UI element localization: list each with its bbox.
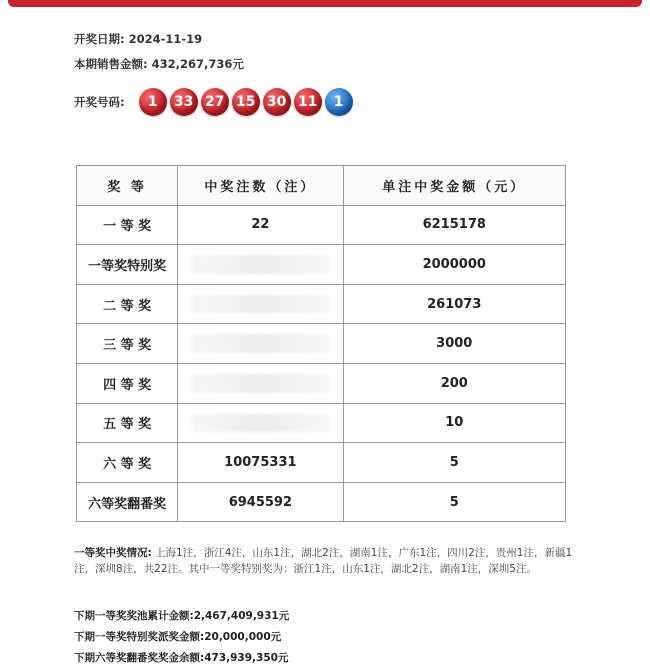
- winner-count-obscured: [178, 363, 343, 403]
- prize-level: 三 等 奖: [77, 324, 178, 364]
- prize-level: 五 等 奖: [77, 403, 178, 443]
- table-row: [77, 245, 566, 285]
- table-row: [77, 363, 566, 403]
- header-count: 中奖注数（注）: [178, 166, 343, 206]
- draw-date-label: 开奖日期:: [74, 32, 125, 46]
- prize-amount: 2000000: [343, 245, 565, 285]
- table-row: [77, 205, 566, 245]
- special-line: [74, 629, 281, 644]
- prize-amount: 5: [343, 482, 565, 522]
- red-ball: 1: [139, 88, 167, 116]
- double-label: 下期六等奖翻番奖奖金余额:: [74, 652, 205, 664]
- table-row: [77, 403, 566, 443]
- winner-count-obscured: [178, 324, 343, 364]
- prize-level: 一等奖特别奖: [77, 245, 178, 285]
- table-row: [77, 324, 566, 364]
- prize-amount: 10: [343, 403, 565, 443]
- draw-date: 2024-11-19: [128, 32, 203, 46]
- winner-count: 10075331: [178, 443, 343, 483]
- sales-line: [74, 56, 244, 72]
- header-amount: 单注中奖金额（元）: [343, 166, 565, 206]
- winners-text: 上海1注，浙江4注，山东1注，湖北2注，湖南1注，广东1注，四川2注，贵州1注，新疆1注，深圳8注，共22注。其中一等奖特别奖为：浙江1注，山东1注，湖北2注，湖南1注，深圳5注。: [74, 547, 573, 575]
- red-ball: 33: [170, 88, 198, 116]
- winner-count-obscured: [178, 245, 343, 285]
- pool-label: 下期一等奖奖池累计金额:: [74, 610, 194, 622]
- winner-count-obscured: [178, 284, 343, 324]
- prize-amount: 5: [343, 443, 565, 483]
- prize-amount: 6215178: [343, 205, 565, 245]
- winners-label: 一等奖中奖情况:: [74, 547, 152, 559]
- prize-level: 四 等 奖: [77, 363, 178, 403]
- pool-line: [74, 608, 289, 623]
- numbers-label: 开奖号码:: [74, 95, 125, 109]
- prize-level: 一 等 奖: [77, 205, 178, 245]
- red-ball: 27: [201, 88, 229, 116]
- sales-label: 本期销售金额:: [74, 57, 148, 71]
- blue-ball: 1: [325, 88, 353, 116]
- double-line: [74, 650, 288, 665]
- winner-count: 22: [178, 205, 343, 245]
- prize-level: 二 等 奖: [77, 284, 178, 324]
- prize-amount: 200: [343, 363, 565, 403]
- special-label: 下期一等奖特别奖派奖金额:: [74, 631, 205, 643]
- table-header-row: [77, 166, 566, 206]
- prize-level: 六等奖翻番奖: [77, 482, 178, 522]
- double-amount: 473,939,350元: [204, 652, 289, 664]
- prize-level: 六 等 奖: [77, 443, 178, 483]
- table-row: [77, 284, 566, 324]
- prize-table: [76, 165, 566, 522]
- sales-amount: 432,267,736元: [151, 57, 244, 71]
- winner-count: 6945592: [178, 482, 343, 522]
- header-level: 奖 等: [77, 166, 178, 206]
- first-prize-winners: [74, 545, 584, 577]
- special-amount: 20,000,000元: [204, 631, 282, 643]
- winner-count-obscured: [178, 403, 343, 443]
- red-ball: 11: [294, 88, 322, 116]
- red-ball: 30: [263, 88, 291, 116]
- pool-amount: 2,467,409,931元: [193, 610, 290, 622]
- draw-date-line: [74, 31, 202, 47]
- prize-amount: 3000: [343, 324, 565, 364]
- prize-amount: 261073: [343, 284, 565, 324]
- winning-numbers: [74, 86, 356, 118]
- red-ball: 15: [232, 88, 260, 116]
- top-accent-bar: [8, 0, 642, 7]
- table-row: [77, 482, 566, 522]
- table-row: [77, 443, 566, 483]
